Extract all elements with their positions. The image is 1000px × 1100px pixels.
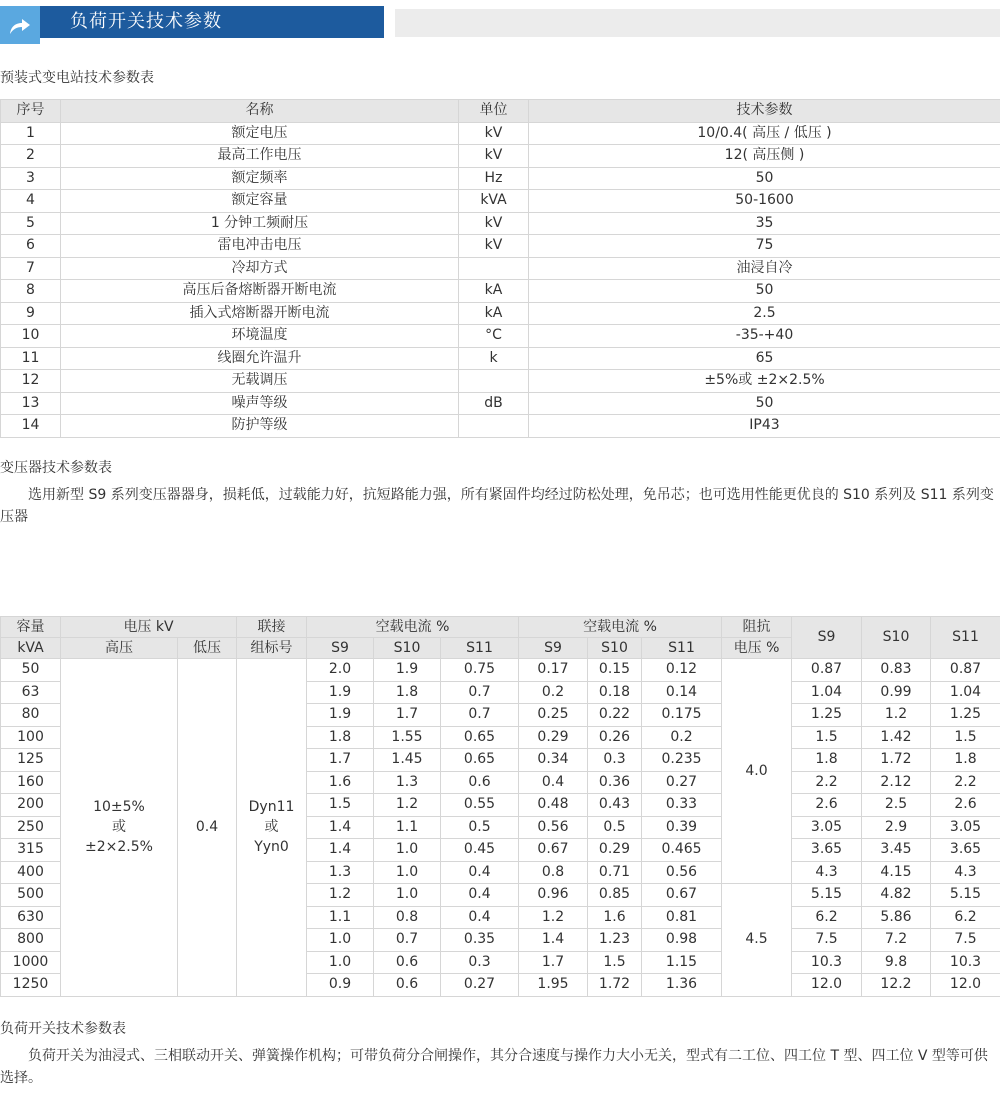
merged-line: Yyn0 — [254, 839, 289, 856]
cell-s11: 1.04 — [931, 681, 1000, 704]
cell-s9: 1.25 — [792, 704, 862, 727]
cell-s10: 5.86 — [862, 906, 931, 929]
col-header-value: 技术参数 — [529, 100, 1000, 123]
col-header-s11: S11 — [931, 617, 1000, 659]
cell-noload-s10-a: 1.2 — [374, 794, 441, 817]
table-row — [1, 370, 1000, 393]
cell-noload-s9-a: 0.9 — [307, 974, 374, 997]
substation-params-table — [0, 99, 1000, 438]
col-header-index: 序号 — [1, 100, 61, 123]
cell-unit — [459, 370, 529, 393]
cell-s9: 1.04 — [792, 681, 862, 704]
share-arrow-icon — [0, 6, 40, 44]
cell-noload-s9-b: 1.4 — [519, 929, 588, 952]
cell-name: 额定容量 — [61, 190, 459, 213]
cell-noload-s9-b: 0.25 — [519, 704, 588, 727]
cell-noload-s11-b: 0.175 — [642, 704, 722, 727]
cell-noload-s10-a: 0.8 — [374, 906, 441, 929]
cell-noload-s9-a: 1.4 — [307, 816, 374, 839]
cell-s10: 12.2 — [862, 974, 931, 997]
cell-noload-s9-b: 0.4 — [519, 771, 588, 794]
merged-line: Dyn11 — [248, 799, 295, 816]
merged-line: 10±5% — [93, 799, 145, 816]
col-header-noload-current-a: 空载电流 % — [307, 617, 519, 638]
cell-s11: 6.2 — [931, 906, 1000, 929]
table-row — [1, 280, 1000, 303]
cell-noload-s9-b: 0.67 — [519, 839, 588, 862]
cell-s9: 1.8 — [792, 749, 862, 772]
table-header-row — [1, 100, 1000, 123]
cell-s11: 3.05 — [931, 816, 1000, 839]
cell-value: 65 — [529, 347, 1000, 370]
cell-s10: 0.83 — [862, 659, 931, 682]
cell-s10: 1.2 — [862, 704, 931, 727]
col-header-connection: 联接 — [237, 617, 307, 638]
transformer-params-table — [0, 616, 1000, 997]
table-row — [1, 212, 1000, 235]
cell-index: 10 — [1, 325, 61, 348]
col-header-impedance: 阻抗 — [722, 617, 792, 638]
cell-noload-s9-b: 0.2 — [519, 681, 588, 704]
cell-s9: 12.0 — [792, 974, 862, 997]
cell-noload-s11-a: 0.4 — [441, 906, 519, 929]
cell-index: 2 — [1, 145, 61, 168]
col-header-s10-b: S10 — [588, 638, 642, 659]
cell-name: 雷电冲击电压 — [61, 235, 459, 258]
cell-name: 额定频率 — [61, 167, 459, 190]
cell-noload-s10-b: 1.23 — [588, 929, 642, 952]
cell-unit: Hz — [459, 167, 529, 190]
cell-name: 无载调压 — [61, 370, 459, 393]
cell-noload-s9-a: 1.2 — [307, 884, 374, 907]
cell-name: 冷却方式 — [61, 257, 459, 280]
table-row — [1, 235, 1000, 258]
cell-noload-s10-b: 1.72 — [588, 974, 642, 997]
cell-noload-s11-b: 0.98 — [642, 929, 722, 952]
cell-noload-s9-a: 1.0 — [307, 929, 374, 952]
cell-noload-s9-b: 0.8 — [519, 861, 588, 884]
cell-capacity: 1000 — [1, 951, 61, 974]
cell-s9: 2.2 — [792, 771, 862, 794]
cell-value: 50-1600 — [529, 190, 1000, 213]
cell-noload-s9-a: 1.1 — [307, 906, 374, 929]
col-header-s10-a: S10 — [374, 638, 441, 659]
cell-value: 50 — [529, 167, 1000, 190]
table-row — [1, 659, 1000, 682]
col-header-capacity: 容量 — [1, 617, 61, 638]
cell-noload-s11-a: 0.4 — [441, 884, 519, 907]
cell-s10: 9.8 — [862, 951, 931, 974]
cell-noload-s9-b: 0.48 — [519, 794, 588, 817]
cell-unit: kV — [459, 235, 529, 258]
cell-noload-s11-b: 0.12 — [642, 659, 722, 682]
cell-noload-s10-a: 1.0 — [374, 839, 441, 862]
cell-s11: 1.8 — [931, 749, 1000, 772]
cell-index: 6 — [1, 235, 61, 258]
cell-capacity: 50 — [1, 659, 61, 682]
cell-noload-s11-b: 0.81 — [642, 906, 722, 929]
cell-name: 线圈允许温升 — [61, 347, 459, 370]
cell-noload-s10-a: 0.6 — [374, 974, 441, 997]
cell-noload-s10-b: 0.36 — [588, 771, 642, 794]
cell-impedance-b: 4.5 — [722, 884, 792, 997]
cell-value: 50 — [529, 280, 1000, 303]
cell-noload-s9-a: 1.0 — [307, 951, 374, 974]
cell-s11: 4.3 — [931, 861, 1000, 884]
cell-noload-s11-a: 0.55 — [441, 794, 519, 817]
col-header-group-label: 组标号 — [237, 638, 307, 659]
cell-s11: 2.6 — [931, 794, 1000, 817]
cell-s10: 4.15 — [862, 861, 931, 884]
cell-noload-s9-b: 0.34 — [519, 749, 588, 772]
cell-unit — [459, 415, 529, 438]
cell-capacity: 250 — [1, 816, 61, 839]
cell-s9: 10.3 — [792, 951, 862, 974]
cell-unit — [459, 257, 529, 280]
cell-noload-s9-b: 0.17 — [519, 659, 588, 682]
table-row — [1, 325, 1000, 348]
cell-noload-s9-b: 1.2 — [519, 906, 588, 929]
cell-capacity: 400 — [1, 861, 61, 884]
cell-s9: 3.05 — [792, 816, 862, 839]
cell-value: 35 — [529, 212, 1000, 235]
cell-index: 5 — [1, 212, 61, 235]
cell-s9: 3.65 — [792, 839, 862, 862]
cell-noload-s9-a: 1.7 — [307, 749, 374, 772]
cell-noload-s10-b: 0.85 — [588, 884, 642, 907]
merged-line: 或 — [112, 819, 126, 836]
table-row — [1, 190, 1000, 213]
cell-s11: 7.5 — [931, 929, 1000, 952]
cell-noload-s9-b: 0.56 — [519, 816, 588, 839]
cell-index: 9 — [1, 302, 61, 325]
cell-noload-s9-b: 0.96 — [519, 884, 588, 907]
cell-capacity: 125 — [1, 749, 61, 772]
cell-s10: 2.12 — [862, 771, 931, 794]
cell-noload-s11-a: 0.65 — [441, 749, 519, 772]
cell-capacity: 630 — [1, 906, 61, 929]
table-row — [1, 145, 1000, 168]
cell-noload-s9-b: 1.7 — [519, 951, 588, 974]
cell-noload-s11-b: 0.27 — [642, 771, 722, 794]
cell-noload-s10-b: 0.15 — [588, 659, 642, 682]
col-header-low-voltage: 低压 — [178, 638, 237, 659]
cell-s9: 6.2 — [792, 906, 862, 929]
cell-noload-s9-b: 1.95 — [519, 974, 588, 997]
cell-noload-s10-a: 0.7 — [374, 929, 441, 952]
col-header-unit: 单位 — [459, 100, 529, 123]
cell-value: -35-+40 — [529, 325, 1000, 348]
cell-noload-s10-a: 1.9 — [374, 659, 441, 682]
table-row — [1, 415, 1000, 438]
cell-noload-s9-a: 1.5 — [307, 794, 374, 817]
cell-noload-s11-a: 0.7 — [441, 681, 519, 704]
cell-name: 防护等级 — [61, 415, 459, 438]
cell-value: 2.5 — [529, 302, 1000, 325]
cell-unit: °C — [459, 325, 529, 348]
cell-s9: 0.87 — [792, 659, 862, 682]
cell-capacity: 100 — [1, 726, 61, 749]
table3-caption: 负荷开关技术参数表 — [0, 1021, 126, 1037]
cell-noload-s11-a: 0.35 — [441, 929, 519, 952]
merged-line: ±2×2.5% — [85, 839, 153, 856]
cell-s10: 1.42 — [862, 726, 931, 749]
cell-noload-s9-a: 2.0 — [307, 659, 374, 682]
cell-s9: 4.3 — [792, 861, 862, 884]
cell-value: 12( 高压侧 ) — [529, 145, 1000, 168]
cell-noload-s9-a: 1.3 — [307, 861, 374, 884]
cell-s11: 2.2 — [931, 771, 1000, 794]
cell-noload-s9-a: 1.6 — [307, 771, 374, 794]
cell-noload-s11-a: 0.75 — [441, 659, 519, 682]
cell-s11: 10.3 — [931, 951, 1000, 974]
cell-index: 7 — [1, 257, 61, 280]
cell-noload-s10-a: 1.3 — [374, 771, 441, 794]
cell-unit: dB — [459, 392, 529, 415]
cell-name: 额定电压 — [61, 122, 459, 145]
cell-s9: 7.5 — [792, 929, 862, 952]
cell-noload-s9-a: 1.8 — [307, 726, 374, 749]
cell-noload-s10-a: 1.8 — [374, 681, 441, 704]
cell-noload-s11-a: 0.27 — [441, 974, 519, 997]
cell-noload-s9-a: 1.4 — [307, 839, 374, 862]
cell-noload-s10-b: 0.29 — [588, 839, 642, 862]
cell-index: 1 — [1, 122, 61, 145]
cell-noload-s11-b: 1.36 — [642, 974, 722, 997]
cell-noload-s10-a: 1.0 — [374, 884, 441, 907]
cell-s10: 7.2 — [862, 929, 931, 952]
cell-unit: kV — [459, 145, 529, 168]
cell-value: 75 — [529, 235, 1000, 258]
col-header-s9: S9 — [792, 617, 862, 659]
cell-noload-s11-a: 0.4 — [441, 861, 519, 884]
cell-value: 油浸自冷 — [529, 257, 1000, 280]
col-header-s11-b: S11 — [642, 638, 722, 659]
cell-noload-s10-a: 1.0 — [374, 861, 441, 884]
cell-noload-s10-b: 0.3 — [588, 749, 642, 772]
table-row — [1, 122, 1000, 145]
cell-capacity: 200 — [1, 794, 61, 817]
table-row — [1, 167, 1000, 190]
col-header-s9-a: S9 — [307, 638, 374, 659]
cell-noload-s11-b: 0.39 — [642, 816, 722, 839]
col-header-s10: S10 — [862, 617, 931, 659]
cell-noload-s10-b: 1.6 — [588, 906, 642, 929]
cell-name: 噪声等级 — [61, 392, 459, 415]
cell-unit: kA — [459, 280, 529, 303]
cell-name: 最高工作电压 — [61, 145, 459, 168]
col-header-name: 名称 — [61, 100, 459, 123]
cell-name: 环境温度 — [61, 325, 459, 348]
cell-noload-s11-b: 1.15 — [642, 951, 722, 974]
cell-s11: 5.15 — [931, 884, 1000, 907]
cell-noload-s10-b: 0.43 — [588, 794, 642, 817]
cell-s11: 1.5 — [931, 726, 1000, 749]
cell-index: 4 — [1, 190, 61, 213]
cell-noload-s11-a: 0.6 — [441, 771, 519, 794]
col-header-impedance-unit: 电压 % — [722, 638, 792, 659]
cell-impedance-a: 4.0 — [722, 659, 792, 884]
cell-s10: 2.5 — [862, 794, 931, 817]
cell-unit: kV — [459, 212, 529, 235]
cell-s11: 1.25 — [931, 704, 1000, 727]
cell-noload-s11-b: 0.465 — [642, 839, 722, 862]
cell-capacity: 1250 — [1, 974, 61, 997]
cell-name: 高压后备熔断器开断电流 — [61, 280, 459, 303]
cell-index: 3 — [1, 167, 61, 190]
cell-index: 8 — [1, 280, 61, 303]
cell-noload-s11-b: 0.33 — [642, 794, 722, 817]
cell-noload-s10-b: 0.71 — [588, 861, 642, 884]
cell-noload-s10-b: 0.18 — [588, 681, 642, 704]
cell-value: 10/0.4( 高压 / 低压 ) — [529, 122, 1000, 145]
cell-noload-s9-a: 1.9 — [307, 704, 374, 727]
col-header-high-voltage: 高压 — [61, 638, 178, 659]
cell-capacity: 800 — [1, 929, 61, 952]
cell-s10: 2.9 — [862, 816, 931, 839]
col-header-s11-a: S11 — [441, 638, 519, 659]
cell-noload-s11-a: 0.65 — [441, 726, 519, 749]
cell-noload-s10-b: 0.5 — [588, 816, 642, 839]
cell-index: 14 — [1, 415, 61, 438]
transformer-description: 选用新型 S9 系列变压器器身，损耗低，过载能力好，抗短路能力强，所有紧固件均经过防松处理，免吊芯；也可选用性能更优良的 S10 系列及 S11 系列变压器 — [0, 487, 994, 525]
table-row — [1, 257, 1000, 280]
cell-noload-s10-a: 1.45 — [374, 749, 441, 772]
cell-noload-s10-a: 1.55 — [374, 726, 441, 749]
col-header-noload-current-b: 空载电流 % — [519, 617, 722, 638]
table2-caption: 变压器技术参数表 — [0, 460, 112, 476]
cell-unit: kVA — [459, 190, 529, 213]
cell-name: 1 分钟工频耐压 — [61, 212, 459, 235]
cell-noload-s11-b: 0.2 — [642, 726, 722, 749]
cell-s9: 5.15 — [792, 884, 862, 907]
cell-value: ±5%或 ±2×2.5% — [529, 370, 1000, 393]
cell-noload-s10-a: 1.1 — [374, 816, 441, 839]
cell-unit: k — [459, 347, 529, 370]
cell-s10: 0.99 — [862, 681, 931, 704]
cell-capacity: 63 — [1, 681, 61, 704]
cell-name: 插入式熔断器开断电流 — [61, 302, 459, 325]
cell-noload-s9-a: 1.9 — [307, 681, 374, 704]
cell-capacity: 315 — [1, 839, 61, 862]
cell-s11: 12.0 — [931, 974, 1000, 997]
table-row — [1, 392, 1000, 415]
col-header-s9-b: S9 — [519, 638, 588, 659]
cell-capacity: 80 — [1, 704, 61, 727]
cell-capacity: 160 — [1, 771, 61, 794]
cell-noload-s10-b: 0.26 — [588, 726, 642, 749]
cell-s10: 1.72 — [862, 749, 931, 772]
cell-noload-s11-b: 0.14 — [642, 681, 722, 704]
cell-noload-s10-a: 1.7 — [374, 704, 441, 727]
cell-unit: kA — [459, 302, 529, 325]
col-header-voltage: 电压 kV — [61, 617, 237, 638]
cell-s11: 3.65 — [931, 839, 1000, 862]
cell-noload-s11-b: 0.67 — [642, 884, 722, 907]
cell-noload-s11-a: 0.45 — [441, 839, 519, 862]
table-row — [1, 347, 1000, 370]
col-header-capacity-unit: kVA — [1, 638, 61, 659]
cell-s10: 3.45 — [862, 839, 931, 862]
cell-index: 11 — [1, 347, 61, 370]
cell-noload-s10-b: 0.22 — [588, 704, 642, 727]
cell-index: 12 — [1, 370, 61, 393]
cell-noload-s9-b: 0.29 — [519, 726, 588, 749]
load-switch-description: 负荷开关为油浸式、三相联动开关、弹簧操作机构；可带负荷分合闸操作，其分合速度与操作力大小无关，型式有二工位、四工位 T 型、四工位 V 型等可供选择。 — [0, 1048, 988, 1086]
cell-noload-s10-b: 1.5 — [588, 951, 642, 974]
cell-high-voltage — [61, 659, 178, 997]
cell-noload-s11-a: 0.5 — [441, 816, 519, 839]
cell-s11: 0.87 — [931, 659, 1000, 682]
cell-unit: kV — [459, 122, 529, 145]
cell-value: IP43 — [529, 415, 1000, 438]
cell-noload-s11-b: 0.56 — [642, 861, 722, 884]
merged-line: 或 — [264, 819, 279, 836]
cell-noload-s10-a: 0.6 — [374, 951, 441, 974]
cell-capacity: 500 — [1, 884, 61, 907]
cell-value: 50 — [529, 392, 1000, 415]
cell-index: 13 — [1, 392, 61, 415]
cell-s9: 1.5 — [792, 726, 862, 749]
cell-low-voltage: 0.4 — [178, 659, 237, 997]
cell-s9: 2.6 — [792, 794, 862, 817]
cell-s10: 4.82 — [862, 884, 931, 907]
cell-noload-s11-a: 0.3 — [441, 951, 519, 974]
table-row — [1, 302, 1000, 325]
table1-caption: 预装式变电站技术参数表 — [0, 70, 154, 86]
cell-noload-s11-a: 0.7 — [441, 704, 519, 727]
section-title: 负荷开关技术参数 — [70, 11, 222, 32]
header-gray-bar — [395, 9, 1000, 37]
cell-noload-s11-b: 0.235 — [642, 749, 722, 772]
cell-connection-group — [237, 659, 307, 997]
